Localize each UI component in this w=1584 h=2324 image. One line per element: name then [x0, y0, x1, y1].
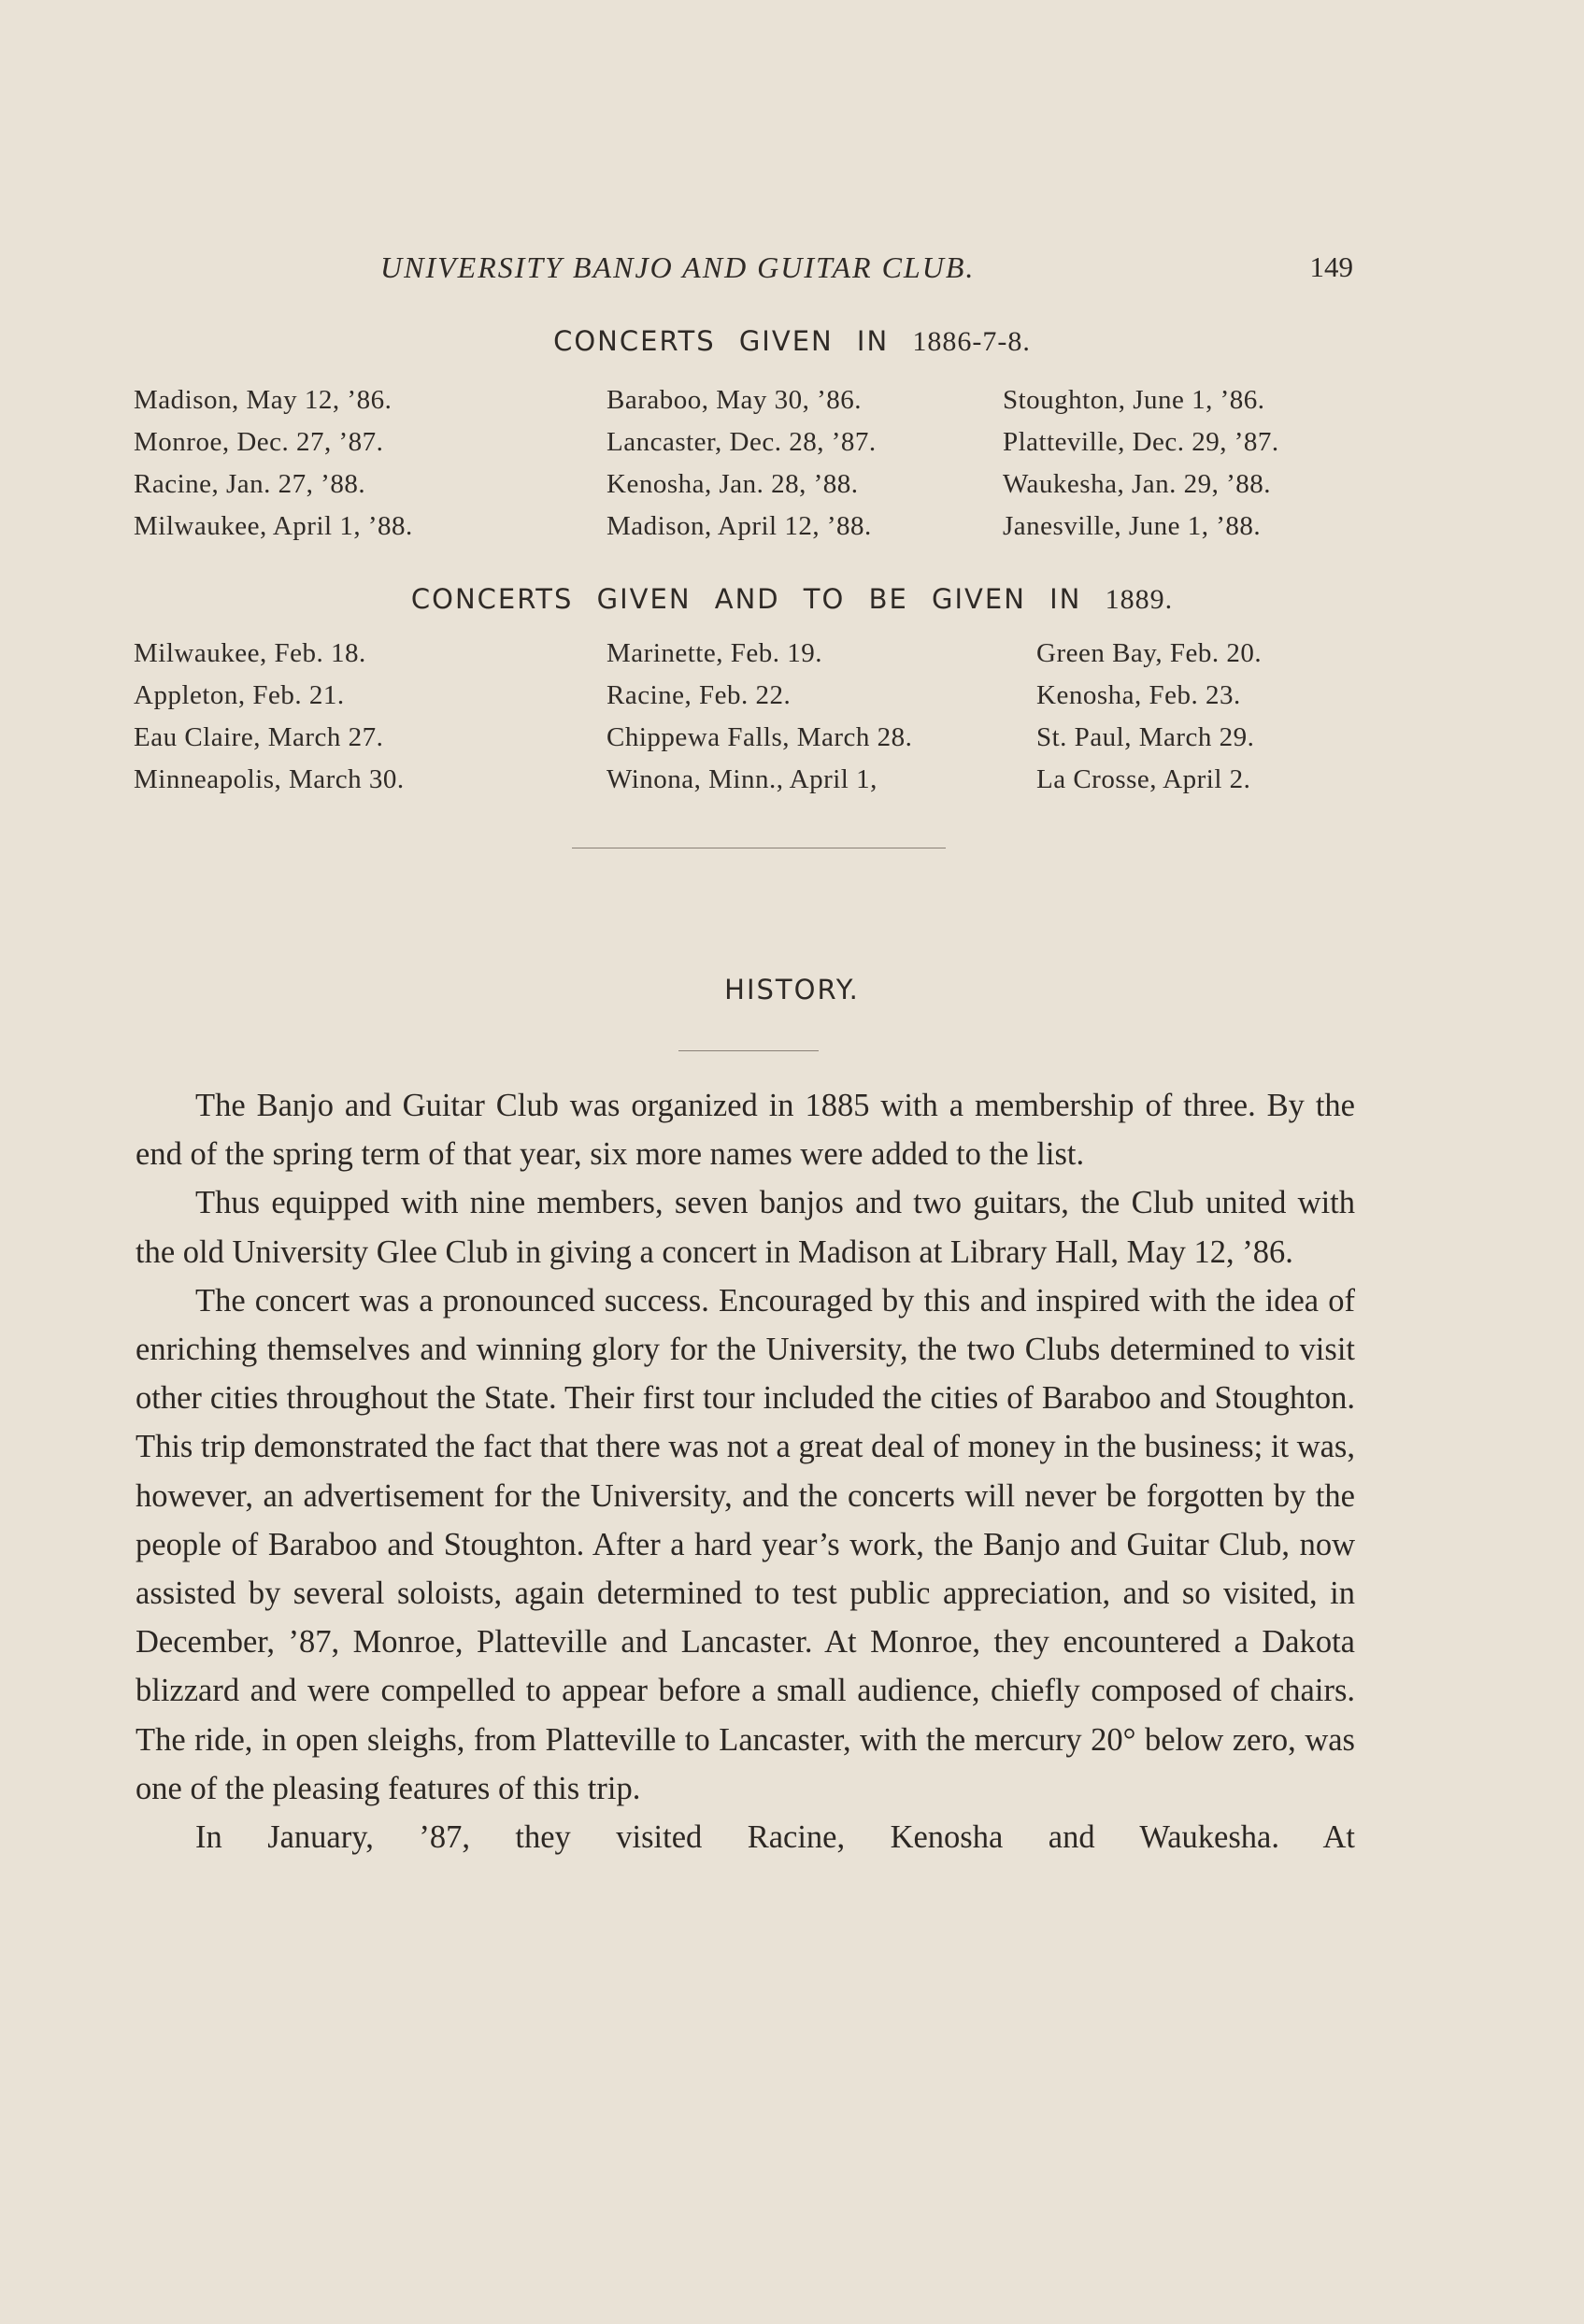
paragraph: Thus equipped with nine members, seven banjos and two guitars, the Club united with the old University Glee Club in giving a concert in Madison at Library Hall, May 12, ’86. [136, 1185, 1355, 1270]
concert-row [134, 511, 1367, 553]
concert-entry: Waukesha, Jan. 29, ’88. [1003, 469, 1272, 499]
concert-entry: Racine, Jan. 27, ’88. [134, 469, 366, 499]
paragraph: The concert was a pronounced success. Encouraged by this and inspired with the idea of enriching themselves and winning glory for the University, the two Clubs determined to visit other cities throughout the State. Their first tour included the cities of Baraboo and Stoughton. This trip demonstrated the fact that there was not a great deal of money in the business; it was, however, an advertisement for the University, and the concerts will never be forgotten by the people of Baraboo and Stoughton. After a hard year’s work, the Banjo and Guitar Club, now assisted by several soloists, again determined to test public appreciation, and so visited, in December, ’87, Monroe, Platteville and Lancaster. At Monroe, they encountered a Dakota blizzard and were compelled to appear before a small audience, chiefly composed of chairs. The ride, in open sleighs, from Platteville to Lancaster, with the mercury 20° below zero, was one of the pleasing features of this trip. [136, 1282, 1355, 1806]
concert-row [134, 427, 1367, 469]
concert-row [134, 469, 1367, 511]
page-number: 149 [1309, 250, 1353, 283]
concert-entry: Minneapolis, March 30. [134, 764, 405, 794]
concert-row [134, 680, 1367, 722]
divider-rule [678, 1050, 819, 1051]
concert-entry: Chippewa Falls, March 28. [606, 722, 913, 752]
section-heading-1889 [0, 583, 1584, 616]
section-heading-words: CONCERTS GIVEN IN [553, 325, 890, 357]
concert-entry: La Crosse, April 2. [1036, 764, 1251, 794]
concert-entry: Lancaster, Dec. 28, ’87. [606, 427, 877, 457]
concert-row [134, 638, 1367, 680]
concert-entry: Racine, Feb. 22. [606, 680, 792, 710]
section-heading-words: CONCERTS GIVEN AND TO BE GIVEN IN [410, 583, 1082, 615]
concert-entry: Milwaukee, Feb. 18. [134, 638, 366, 668]
running-title: UNIVERSITY BANJO AND GUITAR CLUB. [380, 250, 976, 284]
history-body [136, 1081, 1355, 1861]
concert-row [134, 722, 1367, 764]
concert-entry: Milwaukee, April 1, ’88. [134, 511, 413, 541]
concert-entry: Kenosha, Feb. 23. [1036, 680, 1241, 710]
concert-entry: Appleton, Feb. 21. [134, 680, 345, 710]
concert-entry: Eau Claire, March 27. [134, 722, 384, 752]
section-heading-year: 1886-7-8. [912, 326, 1031, 357]
concert-entry: Marinette, Feb. 19. [606, 638, 822, 668]
concert-entry: Winona, Minn., April 1, [606, 764, 878, 794]
concert-entry: Stoughton, June 1, ’86. [1003, 385, 1265, 415]
section-heading-year: 1889. [1105, 584, 1174, 615]
concert-entry: Monroe, Dec. 27, ’87. [134, 427, 384, 457]
section-heading-1886-88 [0, 325, 1584, 358]
concert-row [134, 764, 1367, 806]
concert-entry: Kenosha, Jan. 28, ’88. [606, 469, 859, 499]
concert-entry: Green Bay, Feb. 20. [1036, 638, 1263, 668]
paragraph: In January, ’87, they visited Racine, Kenosha and Waukesha. At [195, 1819, 1355, 1856]
concert-row [134, 385, 1367, 427]
concert-entry: Madison, April 12, ’88. [606, 511, 872, 541]
concert-entry: St. Paul, March 29. [1036, 722, 1255, 752]
concert-entry: Baraboo, May 30, ’86. [606, 385, 863, 415]
running-head [136, 250, 1355, 292]
paragraph: The Banjo and Guitar Club was organized in 1885 with a membership of three. By the end of the spring term of that year, six more names were added to the list. [136, 1088, 1355, 1173]
concert-entry: Platteville, Dec. 29, ’87. [1003, 427, 1279, 457]
concert-entry: Janesville, June 1, ’88. [1003, 511, 1262, 541]
concert-entry: Madison, May 12, ’86. [134, 385, 392, 415]
concert-list-1889 [134, 638, 1367, 806]
history-title: HISTORY. [724, 974, 860, 1005]
concert-list-1886-88 [134, 385, 1367, 553]
